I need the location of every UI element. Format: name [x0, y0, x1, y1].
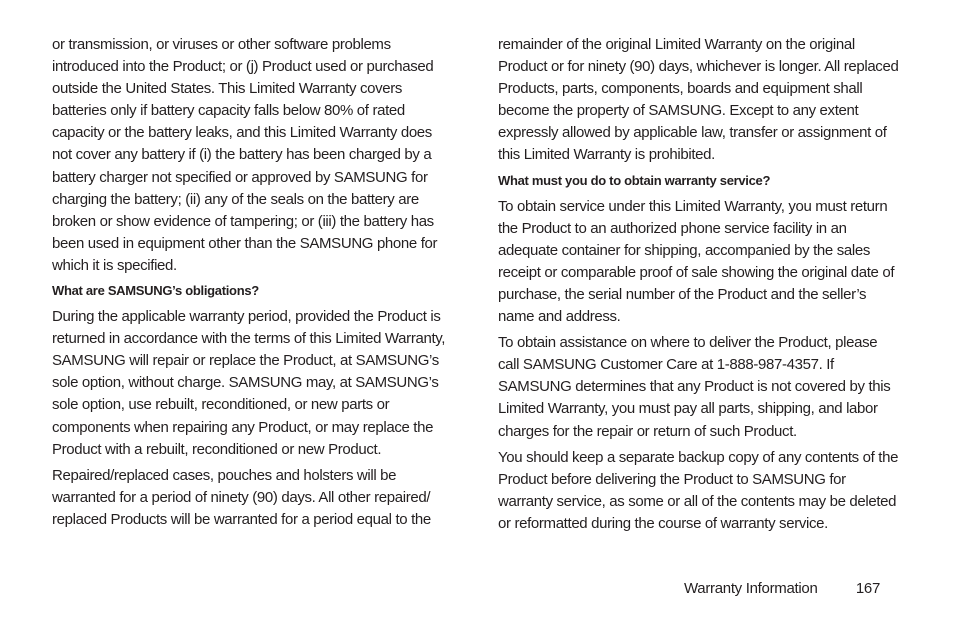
right-column: [498, 34, 900, 539]
heading-obtain-service: What must you do to obtain warranty service?: [498, 172, 771, 188]
paragraph-warranty-remainder: remainder of the original Limited Warranty on the original Product or for ninety (90) days, whichever is longer. All replaced Products, parts, components, boards and equipment shall become the property of SAMSUNG. Except to any extent expressly allowed by applicable law, transfer or assignment of this Limited Warranty is prohibited.: [498, 36, 899, 164]
page-number: 167: [855, 580, 880, 597]
left-column: [52, 34, 452, 535]
paragraph-replaced-items-warranty: Repaired/replaced cases, pouches and holsters will be warranted for a period of ninety (90) days. All other repaired/ replaced Products will be warranted for a period equal to the: [52, 466, 431, 528]
paragraph-backup-advice: You should keep a separate backup copy of any contents of the Product before delivering the Product to SAMSUNG for warranty service, as some or all of the contents may be deleted or reformatted during the course of warranty service.: [498, 448, 899, 532]
paragraph-repair-replace: During the applicable warranty period, provided the Product is returned in accordance with the terms of this Limited Warranty, SAMSUNG will repair or replace the Product, at SAMSUNG’s sole option, without charge. SAMSUNG may, at SAMSUNG’s sole option, use rebuilt, reconditioned, or new parts or components when repairing any Product, or may replace the Product with a rebuilt, reconditioned or new Product.: [52, 308, 446, 458]
paragraph-warranty-exclusions: or transmission, or viruses or other software problems introduced into the Product; or (j) Product used or purchased outside the United States. This Limited Warranty covers batteries only if battery capacity falls below 80% of rated capacity or the battery leaks, and this Limited Warranty does not cover any battery if (i) the battery has been charged by a battery charger not specified or approved by SAMSUNG for charging the battery; (ii) any of the seals on the battery are broken or show evidence of tampering; or (iii) the battery has been used in equipment other than the SAMSUNG phone for which it is specified.: [52, 36, 438, 274]
page-footer: [684, 578, 880, 600]
footer-section-title: Warranty Information: [684, 580, 818, 597]
paragraph-return-instructions: To obtain service under this Limited Warranty, you must return the Product to an authorized phone service facility in an adequate container for shipping, accompanied by the sales receipt or comparable proof of sale showing the original date of purchase, the serial number of the Product and the seller’s name and address.: [498, 197, 895, 326]
paragraph-customer-care: To obtain assistance on where to deliver the Product, please call SAMSUNG Customer Care at 1-888-987-4357. If SAMSUNG determines that any Product is not covered by this Limited Warranty, you must pay all parts, shipping, and labor charges for the repair or return of such Product.: [498, 334, 891, 440]
heading-samsung-obligations: What are SAMSUNG’s obligations?: [52, 283, 259, 299]
